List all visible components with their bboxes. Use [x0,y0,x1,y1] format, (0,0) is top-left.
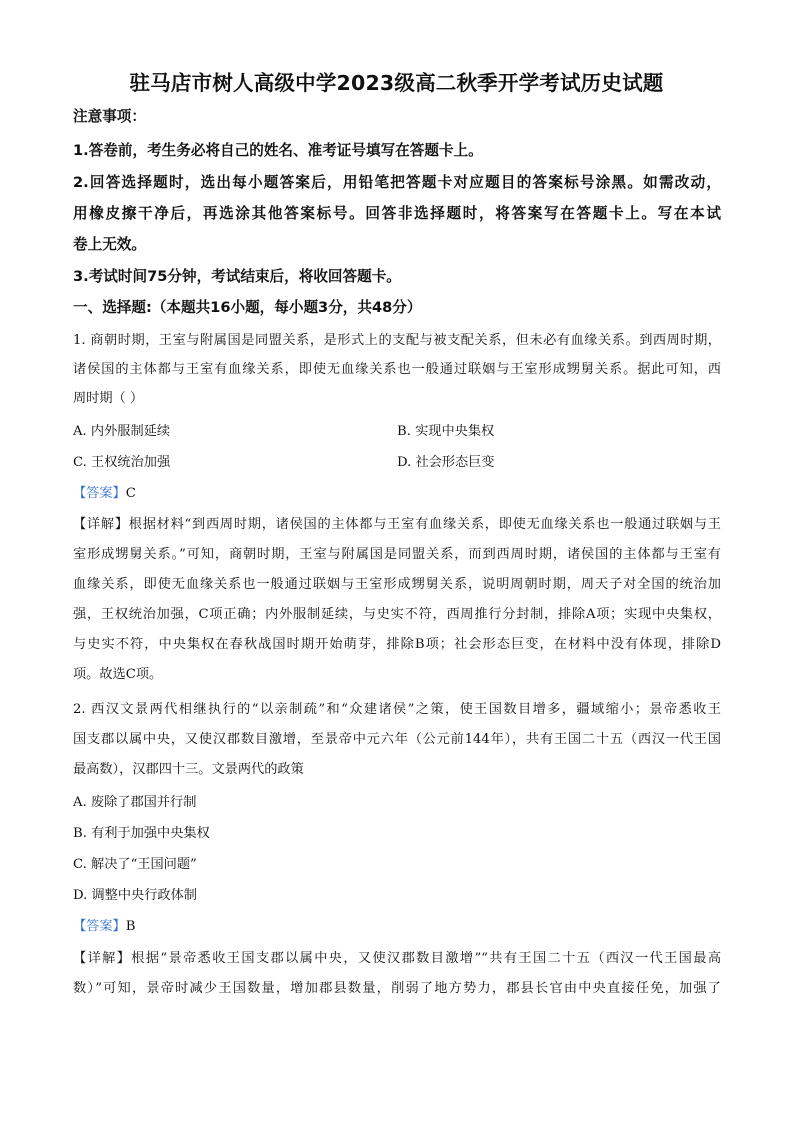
notice-item-3: 3.考试时间75分钟，考试结束后，将收回答题卡。 [73,268,401,285]
notice-heading: 注意事项： [73,108,146,125]
q2-answer [73,917,135,937]
q1-option-c: C. 王权统治加强 [73,455,171,470]
q1-detail-line-3: 血缘关系，即使无血缘关系也一般通过联姻与王室形成甥舅关系，说明周朝时期，周天子对全国的统治加 [73,577,721,592]
notice-item-1: 1.答卷前，考生务必将自己的姓名、准考证号填写在答题卡上。 [73,142,483,159]
q1-stem-line-3: 周时期（ ） [73,391,144,406]
q1-detail-label: 【详解】 [73,517,129,532]
q1-stem-line-1: 1. 商朝时期，王室与附属国是同盟关系，是形式上的支配与被支配关系，但未必有血缘关系。到西周时期， [73,333,721,348]
q2-answer-value: B [125,919,136,934]
q1-stem-line-2: 诸侯国的主体都与王室有血缘关系，即使无血缘关系也一般通过联姻与王室形成甥舅关系。据此可知，西 [73,362,721,377]
notice-item-2-line-3: 卷上无效。 [73,236,146,253]
notice-item-2-line-1: 2.回答选择题时，选出每小题答案后，用铅笔把答题卡对应题目的答案标号涂黑。如需改动， [73,174,721,191]
q1-detail-line-5: 与史实不符，中央集权在春秋战国时期开始萌芽，排除B项；社会形态巨变，在材料中没有体现，排除D [73,637,721,652]
q1-option-b: B. 实现中央集权 [397,424,495,439]
q1-answer-value: C [125,486,136,501]
q2-detail-line-2: 数）”可知，景帝时减少王国数量，增加郡县数量，削弱了地方势力，郡县长官由中央直接任免，加强了 [73,981,721,996]
q2-option-b: B. 有利于加强中央集权 [73,826,210,841]
q2-detail-text-1: 根据“景帝悉收王国支郡以属中央，又使汉郡数目激增”“共有王国二十五（西汉一代王国最高 [131,951,722,966]
q2-stem-line-1: 2. 西汉文景两代相继执行的“以亲制疏”和“众建诸侯”之策，使王国数目增多，疆域缩小；景帝悉收王 [73,702,721,717]
q1-detail-line-4: 强，王权统治加强，C项正确；内外服制延续，与史实不符，西周推行分封制，排除A项；实现中央集权， [73,607,721,622]
q1-detail-line-2: 室形成甥舅关系。”可知，商朝时期，王室与附属国是同盟关系，而到西周时期，诸侯国的主体都与王室有 [73,547,721,562]
q1-answer-label: 【答案】 [73,486,126,501]
q1-answer [73,484,136,504]
q2-detail-label: 【详解】 [73,951,132,966]
q1-detail-text-1: 根据材料“到西周时期，诸侯国的主体都与王室有血缘关系，即使无血缘关系也一般通过联姻与王 [128,517,721,532]
q2-stem-line-3: 最高数），汉郡四十三。文景两代的政策 [73,762,304,777]
q1-option-a: A. 内外服制延续 [73,424,171,439]
q2-option-d: D. 调整中央行政体制 [73,888,197,903]
q1-detail-line-6: 项。故选C项。 [73,667,163,682]
q2-option-c: C. 解决了“王国问题” [73,857,197,872]
notice-item-2-line-2: 用橡皮擦干净后，再选涂其他答案标号。回答非选择题时，将答案写在答题卡上。写在本试 [73,205,721,222]
q2-answer-label: 【答案】 [73,919,126,934]
section-heading: 一、选择题:（本题共16小题，每小题3分，共48分） [73,299,422,316]
q1-detail-line-1 [73,515,721,535]
q1-option-d: D. 社会形态巨变 [397,455,495,470]
page-title: 驻马店市树人高级中学2023级高二秋季开学考试历史试题 [129,71,664,95]
q2-option-a: A. 废除了郡国并行制 [73,795,197,810]
q2-stem-line-2: 国支郡以属中央，又使汉郡数目激增，至景帝中元六年（公元前144年），共有王国二十五（西汉一代王国 [73,732,721,747]
q2-detail-line-1 [73,949,721,969]
